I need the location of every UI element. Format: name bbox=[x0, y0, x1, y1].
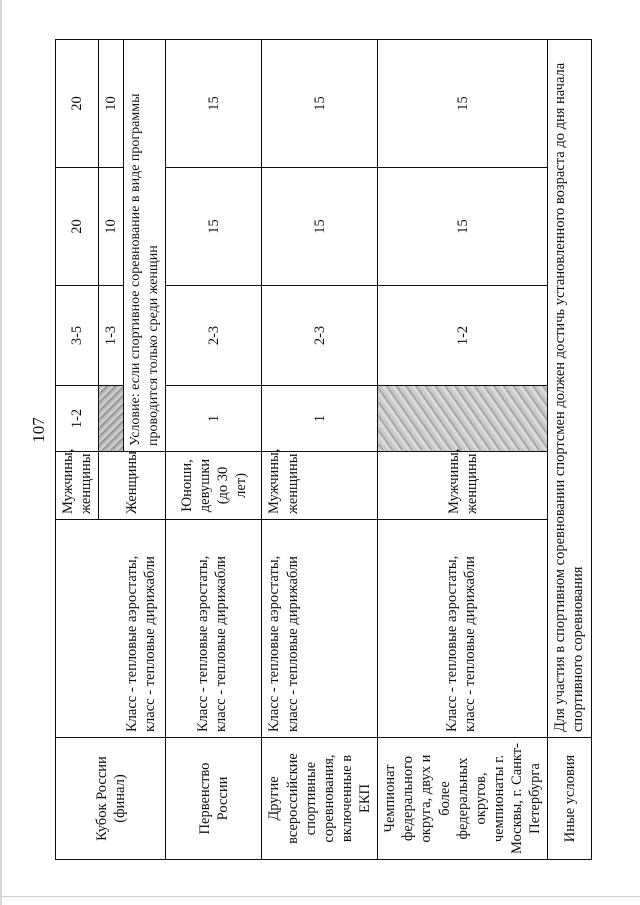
table-row bbox=[548, 40, 592, 860]
class-line: Класс - тепловые аэростаты, bbox=[124, 555, 141, 732]
value-cell: 10 bbox=[99, 168, 124, 286]
group-cell: Мужчины, женщины bbox=[262, 452, 378, 520]
class-cell: Класс - тепловые аэростаты, класс - тепловые дирижабли bbox=[262, 520, 378, 738]
group-cell: Юноши, девушки (до 30 лет) bbox=[166, 452, 262, 520]
group-cell: Мужчины, женщины bbox=[378, 452, 548, 520]
competition-name: Первенство России bbox=[166, 738, 262, 860]
value-cell: 15 bbox=[166, 40, 262, 168]
places-cell: 1-2 bbox=[378, 286, 548, 386]
table-row bbox=[262, 40, 378, 860]
class-cell: Класс - тепловые аэростаты, класс - тепловые дирижабли bbox=[166, 520, 262, 738]
scan-edge bbox=[0, 0, 2, 905]
requirements-table bbox=[55, 39, 592, 860]
shaded-cell bbox=[378, 386, 548, 452]
places-cell: 1 bbox=[262, 386, 378, 452]
class-cell bbox=[56, 520, 166, 738]
places-cell: 3-5 bbox=[56, 286, 99, 386]
value-cell: 15 bbox=[378, 40, 548, 168]
group-cell: Мужчины, женщины bbox=[56, 452, 99, 520]
table-row bbox=[378, 40, 548, 860]
competition-name: Чемпионат федерального округа, двух и более федеральных округов, чемпионаты г. Москвы, г. Санкт-Петербурга bbox=[378, 738, 548, 860]
places-cell: 1-2 bbox=[56, 386, 99, 452]
condition-note: Условие: если спортивное соревнование в виде программы проводится только среди женщин bbox=[124, 40, 166, 452]
competition-name: Иные условия bbox=[548, 738, 592, 860]
value-cell: 15 bbox=[378, 168, 548, 286]
table-row bbox=[56, 40, 99, 860]
competition-name: Другие всероссийские спортивные соревнования, включенные в ЕКП bbox=[262, 738, 378, 860]
value-cell: 20 bbox=[56, 168, 99, 286]
value-cell: 10 bbox=[99, 40, 124, 168]
page-number: 107 bbox=[29, 417, 48, 443]
table-row bbox=[166, 40, 262, 860]
value-cell: 15 bbox=[166, 168, 262, 286]
places-cell: 2-3 bbox=[262, 286, 378, 386]
shaded-cell bbox=[99, 386, 124, 452]
rotated-page bbox=[29, 40, 587, 860]
conditions-text: Для участия в спортивном соревновании спортсмен должен достичь установленного возраста до дня начала спортивного соревнования bbox=[548, 40, 592, 738]
places-cell: 2-3 bbox=[166, 286, 262, 386]
value-cell: 15 bbox=[262, 40, 378, 168]
places-cell: 1-3 bbox=[99, 286, 124, 386]
class-cell: Класс - тепловые аэростаты, класс - тепловые дирижабли bbox=[378, 520, 548, 738]
value-cell: 20 bbox=[56, 40, 99, 168]
scan-bottom-line bbox=[0, 896, 640, 897]
class-line: класс - тепловые дирижабли bbox=[142, 556, 159, 732]
value-cell: 15 bbox=[262, 168, 378, 286]
group-cell: Женщины bbox=[99, 452, 166, 520]
places-cell: 1 bbox=[166, 386, 262, 452]
competition-name: Кубок России (финал) bbox=[56, 738, 166, 860]
